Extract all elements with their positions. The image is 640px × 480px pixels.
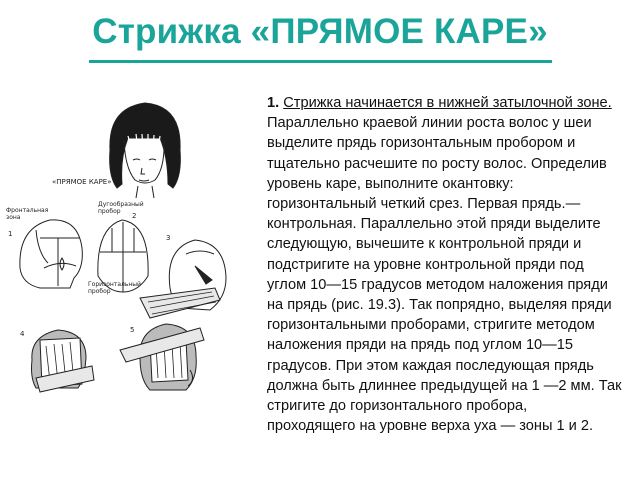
instruction-line: должна быть длиннее предыдущей на 1 —2 мм. Так [267, 377, 622, 394]
instruction-line: подстригите на уровне контрольной пряди под [267, 256, 584, 273]
step-number: 1. [267, 95, 280, 111]
zone-diagram-side [20, 220, 82, 288]
instruction-line: тщательно расчешите по росту волос. Определив [267, 155, 607, 172]
zone-number-2: 2 [132, 212, 137, 220]
cutting-diagram-nape [140, 240, 226, 318]
label-arc-parting: Дугообразный пробор [98, 201, 144, 215]
instruction-line: горизонтальный четкий срез. Первая прядь.— [267, 196, 581, 213]
instruction-line: проходящего на уровне верха уха — зоны 1 и 2. [267, 418, 594, 435]
instruction-line: выделите прядь горизонтальным пробором и [267, 135, 576, 152]
instruction-line: наложения пряди на прядь под углом 10—15 [267, 337, 574, 354]
zone-number-5: 5 [130, 326, 135, 334]
page-title: Стрижка «ПРЯМОЕ КАРЕ» [92, 12, 548, 51]
zone-number-4: 4 [20, 330, 25, 338]
figure-caption: «ПРЯМОЕ КАРЕ» [52, 178, 112, 186]
instruction-line: уровень каре, выполните окантовку: [267, 175, 514, 192]
label-horizontal-parting: Горизонтальный пробор [88, 281, 141, 295]
instruction-text [267, 93, 627, 436]
bob-portrait [110, 103, 181, 198]
zone-number-3: 3 [166, 234, 171, 242]
instruction-line: Параллельно краевой линии роста волос у шеи [267, 115, 592, 132]
title-underline [89, 60, 552, 63]
instruction-line: следующую, вычешите к контрольной пряди и [267, 236, 582, 253]
instruction-line: горизонтальными проборами, стригите методом [267, 317, 595, 334]
instruction-line: углом 10—15 градусов методом наложения пряди [267, 276, 608, 293]
instruction-line: контрольная. Параллельно этой пряди выделите [267, 216, 601, 233]
instruction-line: стригите до горизонтального пробора, [267, 398, 528, 415]
cutting-diagram-side [32, 330, 95, 392]
label-frontal-zone: Фронтальная зона [6, 207, 49, 221]
instruction-line: на прядь (рис. 19.3). Так попрядно, выделяя пряди [267, 297, 612, 314]
instruction-line: градусов. При этом каждая последующая прядь [267, 357, 594, 374]
instruction-lead-line [267, 93, 627, 113]
haircut-illustrations [0, 88, 262, 480]
zone-number-1: 1 [8, 230, 13, 238]
instruction-lead: Стрижка начинается в нижней затылочной зоне. [283, 95, 612, 111]
